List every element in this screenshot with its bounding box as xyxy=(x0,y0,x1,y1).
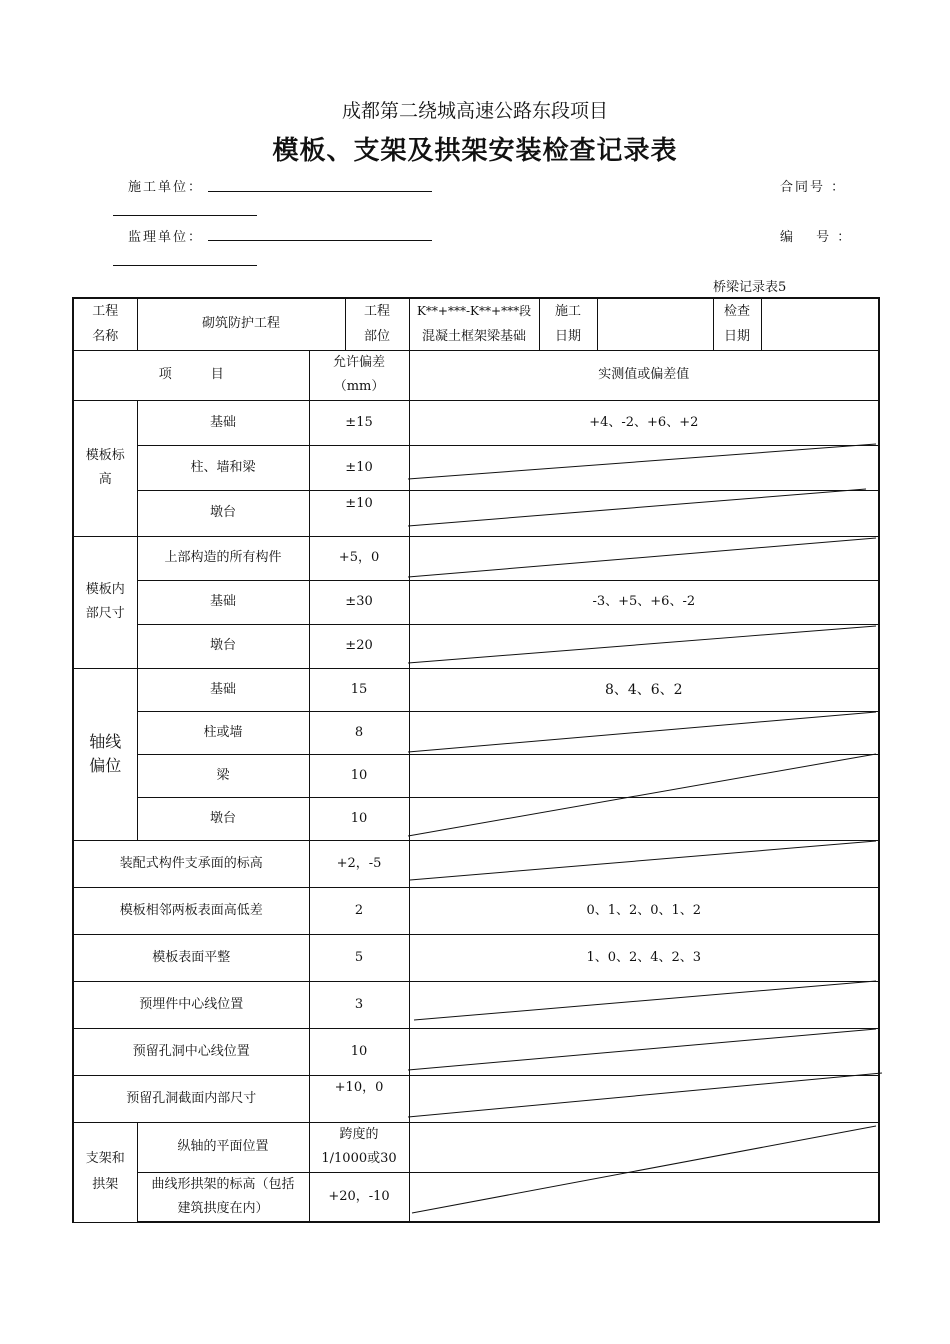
row-measured[interactable] xyxy=(409,1172,879,1222)
row-tolerance: +10，0 xyxy=(309,1075,409,1122)
table-row xyxy=(73,1172,879,1222)
table-row xyxy=(73,754,879,797)
table-row xyxy=(73,400,879,445)
construction-unit-label: 施工单位： xyxy=(128,180,204,195)
serial-no-label: 编 号 ： xyxy=(780,230,853,245)
table-row xyxy=(73,580,879,624)
table-row xyxy=(73,887,879,934)
table-row xyxy=(73,711,879,754)
supervision-unit-field[interactable] xyxy=(208,240,432,241)
row-measured[interactable] xyxy=(409,536,879,580)
table-row xyxy=(73,981,879,1028)
row-item: 柱、墙和梁 xyxy=(137,445,309,490)
item-column-header: 项 目 xyxy=(73,350,309,400)
row-item: 上部构造的所有构件 xyxy=(137,536,309,580)
group-support-arch: 支架和拱架 xyxy=(73,1122,137,1222)
contract-no-label: 合同号 ： xyxy=(780,180,847,195)
row-tolerance: +2，-5 xyxy=(309,840,409,887)
row-item: 柱或墙 xyxy=(137,711,309,754)
row-tolerance: 10 xyxy=(309,1028,409,1075)
row-item: 预埋件中心线位置 xyxy=(73,981,309,1028)
row-tolerance: ±15 xyxy=(309,400,409,445)
row-item: 装配式构件支承面的标高 xyxy=(73,840,309,887)
form-title: 模板、支架及拱架安装检查记录表 xyxy=(272,136,678,166)
row-tolerance: 3 xyxy=(309,981,409,1028)
row-tolerance: ±30 xyxy=(309,580,409,624)
row-measured[interactable] xyxy=(409,711,879,754)
group-formwork-inner-size: 模板内部尺寸 xyxy=(73,536,137,668)
group-formwork-elevation: 模板标高 xyxy=(73,400,137,536)
row-measured[interactable] xyxy=(409,840,879,887)
row-item: 基础 xyxy=(137,400,309,445)
group-axis-offset: 轴线偏位 xyxy=(73,668,137,840)
row-measured[interactable] xyxy=(409,754,879,797)
project-name-label-cell: 工程名称 xyxy=(73,298,137,350)
table-row xyxy=(73,1075,879,1122)
row-item: 基础 xyxy=(137,580,309,624)
row-tolerance: ±20 xyxy=(309,624,409,668)
row-item: 预留孔洞中心线位置 xyxy=(73,1028,309,1075)
row-item: 预留孔洞截面内部尺寸 xyxy=(73,1075,309,1122)
table-row xyxy=(73,797,879,840)
table-row xyxy=(73,840,879,887)
row-item: 纵轴的平面位置 xyxy=(137,1122,309,1172)
project-part-label-cell: 工程部位 xyxy=(345,298,409,350)
table-row xyxy=(73,1122,879,1172)
row-tolerance: 10 xyxy=(309,797,409,840)
row-tolerance: +20，-10 xyxy=(309,1172,409,1222)
table-row xyxy=(73,536,879,580)
table-row xyxy=(73,1028,879,1075)
supervision-unit-label: 监理单位： xyxy=(128,230,204,245)
tolerance-column-header: 允许偏差 （mm） xyxy=(309,350,409,400)
table-row xyxy=(73,445,879,490)
row-item: 墩台 xyxy=(137,797,309,840)
row-measured[interactable]: +4、-2、+6、+2 xyxy=(409,400,879,445)
row-tolerance: ±10 xyxy=(309,445,409,490)
inspection-date-label-cell: 检查日期 xyxy=(713,298,761,350)
inspection-date-value[interactable] xyxy=(761,298,879,350)
row-measured[interactable]: 1、0、2、4、2、3 xyxy=(409,934,879,981)
column-header-row xyxy=(73,350,879,400)
project-name-value: 砌筑防护工程 xyxy=(137,298,345,350)
construction-date-label-cell: 施工日期 xyxy=(539,298,597,350)
table-row xyxy=(73,624,879,668)
row-item: 曲线形拱架的标高（包括 建筑拱度在内） xyxy=(137,1172,309,1222)
row-tolerance: 10 xyxy=(309,754,409,797)
row-measured[interactable] xyxy=(409,624,879,668)
row-item: 墩台 xyxy=(137,490,309,536)
row-measured[interactable]: 8、4、6、2 xyxy=(409,668,879,711)
project-part-value: K**+***-K**+***段 混凝土框架梁基础 xyxy=(409,298,539,350)
inspection-table xyxy=(72,297,880,1223)
project-name: 成都第二绕城高速公路东段项目 xyxy=(341,100,608,122)
row-item: 基础 xyxy=(137,668,309,711)
table-row xyxy=(73,934,879,981)
row-tolerance: 5 xyxy=(309,934,409,981)
serial-no-field[interactable] xyxy=(113,265,257,266)
row-tolerance: 15 xyxy=(309,668,409,711)
row-measured[interactable] xyxy=(409,1122,879,1172)
row-measured[interactable] xyxy=(409,981,879,1028)
measured-column-header: 实测值或偏差值 xyxy=(409,350,879,400)
row-measured[interactable] xyxy=(409,797,879,840)
row-tolerance: ±10 xyxy=(309,490,409,536)
row-item: 模板表面平整 xyxy=(73,934,309,981)
row-item: 梁 xyxy=(137,754,309,797)
construction-unit-field[interactable] xyxy=(208,191,432,192)
row-item: 墩台 xyxy=(137,624,309,668)
table-row xyxy=(73,668,879,711)
form-number: 桥梁记录表5 xyxy=(713,280,787,295)
construction-date-value[interactable] xyxy=(597,298,713,350)
contract-no-field[interactable] xyxy=(113,215,257,216)
row-tolerance: 2 xyxy=(309,887,409,934)
row-measured[interactable] xyxy=(409,445,879,490)
row-measured[interactable] xyxy=(409,1075,879,1122)
row-measured[interactable]: -3、+5、+6、-2 xyxy=(409,580,879,624)
row-measured[interactable] xyxy=(409,490,879,536)
row-tolerance: +5，0 xyxy=(309,536,409,580)
row-item: 模板相邻两板表面高低差 xyxy=(73,887,309,934)
row-tolerance: 8 xyxy=(309,711,409,754)
row-measured[interactable]: 0、1、2、0、1、2 xyxy=(409,887,879,934)
info-row xyxy=(73,298,879,350)
row-measured[interactable] xyxy=(409,1028,879,1075)
row-tolerance: 跨度的 1/1000或30 xyxy=(309,1122,409,1172)
table-row xyxy=(73,490,879,536)
